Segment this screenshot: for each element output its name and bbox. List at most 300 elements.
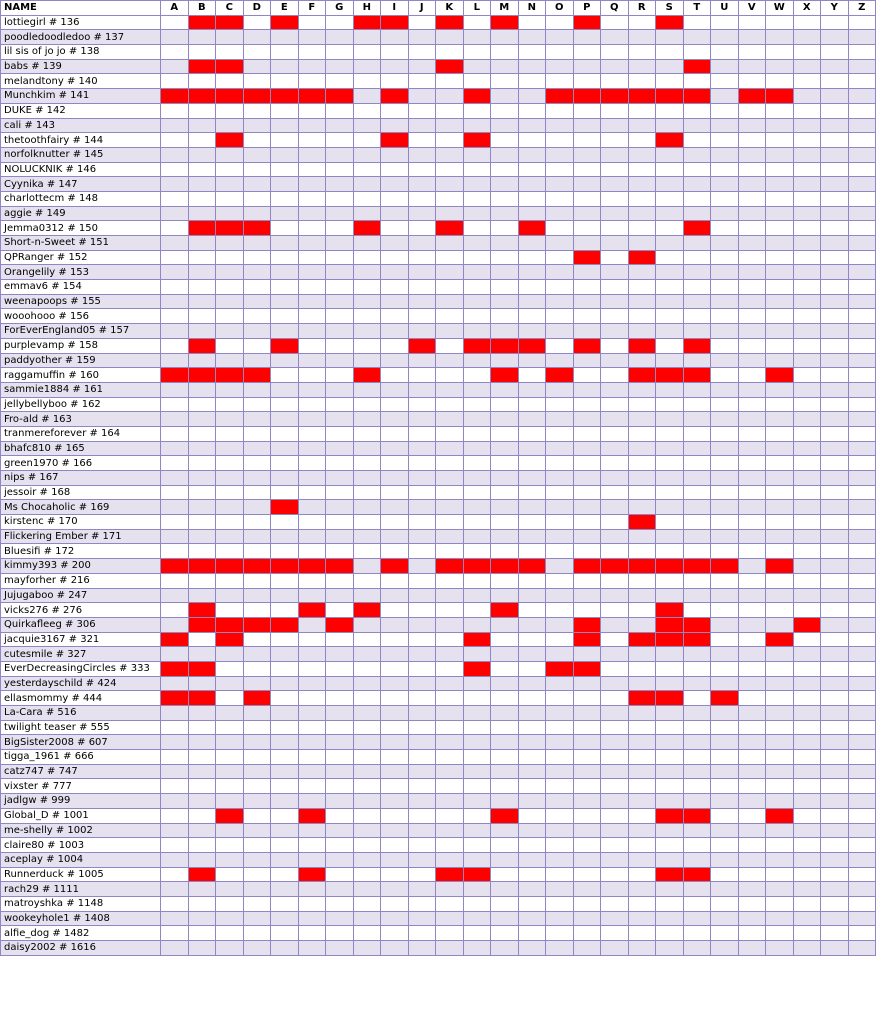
letter-cell-q [601,941,629,956]
letter-cell-f [298,706,326,721]
letter-cell-j [408,397,436,412]
letter-cell-h [353,412,381,427]
letter-cell-y [821,867,849,882]
letter-cell-v [738,911,766,926]
letter-cell-j [408,236,436,251]
letter-cell-q [601,353,629,368]
letter-cell-i [381,412,409,427]
letter-cell-n [518,309,546,324]
letter-cell-p [573,280,601,295]
letter-cell-g [326,779,354,794]
letter-cell-p [573,794,601,809]
letter-cell-c [216,779,244,794]
letter-cell-w [766,720,794,735]
marked-cell-s [656,133,684,148]
letter-cell-c [216,544,244,559]
letter-cell-a [161,206,189,221]
letter-cell-t [683,15,711,30]
participant-row [1,867,876,882]
letter-cell-x [793,852,821,867]
letter-cell-y [821,852,849,867]
marked-cell-i [381,15,409,30]
letter-cell-w [766,706,794,721]
letter-cell-h [353,706,381,721]
marked-cell-c [216,808,244,823]
marked-cell-c [216,133,244,148]
letter-cell-a [161,45,189,60]
letter-cell-a [161,30,189,45]
letter-cell-v [738,118,766,133]
letter-cell-o [546,338,574,353]
letter-cell-w [766,147,794,162]
letter-cell-p [573,779,601,794]
participant-row [1,118,876,133]
letter-cell-l [463,676,491,691]
letter-cell-o [546,147,574,162]
letter-cell-t [683,118,711,133]
letter-cell-a [161,808,189,823]
letter-cell-v [738,706,766,721]
letter-cell-o [546,647,574,662]
marked-cell-m [491,603,519,618]
letter-cell-y [821,368,849,383]
participant-name: claire80 # 1003 [1,838,161,853]
letter-cell-e [271,515,299,530]
letter-cell-p [573,500,601,515]
letter-cell-f [298,15,326,30]
letter-cell-t [683,764,711,779]
letter-cell-g [326,838,354,853]
participant-name: Jujugaboo # 247 [1,588,161,603]
letter-cell-d [243,823,271,838]
letter-header-y: Y [821,1,849,16]
letter-cell-j [408,750,436,765]
participant-name: Runnerduck # 1005 [1,867,161,882]
participant-row [1,265,876,280]
letter-cell-e [271,426,299,441]
letter-cell-f [298,353,326,368]
letter-cell-x [793,911,821,926]
letter-cell-i [381,838,409,853]
letter-cell-x [793,838,821,853]
participant-row [1,823,876,838]
marked-cell-l [463,867,491,882]
letter-cell-s [656,750,684,765]
marked-cell-l [463,338,491,353]
letter-cell-s [656,735,684,750]
participant-name: Quirkafleeg # 306 [1,617,161,632]
letter-cell-c [216,280,244,295]
letter-cell-g [326,573,354,588]
letter-cell-n [518,706,546,721]
marked-cell-c [216,221,244,236]
marked-cell-n [518,338,546,353]
letter-cell-q [601,838,629,853]
letter-cell-j [408,133,436,148]
letter-cell-r [628,177,656,192]
letter-cell-q [601,603,629,618]
letter-cell-r [628,162,656,177]
letter-cell-z [848,74,876,89]
letter-cell-l [463,118,491,133]
letter-cell-i [381,45,409,60]
marked-cell-s [656,89,684,104]
letter-cell-b [188,236,216,251]
letter-cell-u [711,661,739,676]
letter-cell-h [353,896,381,911]
letter-cell-j [408,882,436,897]
letter-cell-i [381,250,409,265]
letter-cell-v [738,324,766,339]
participant-name: me-shelly # 1002 [1,823,161,838]
letter-cell-d [243,338,271,353]
letter-cell-k [436,236,464,251]
letter-cell-b [188,412,216,427]
marked-cell-b [188,867,216,882]
letter-cell-h [353,280,381,295]
letter-cell-a [161,911,189,926]
letter-cell-g [326,382,354,397]
letter-cell-u [711,412,739,427]
letter-cell-b [188,529,216,544]
letter-cell-l [463,882,491,897]
letter-cell-d [243,133,271,148]
letter-cell-e [271,74,299,89]
letter-cell-j [408,485,436,500]
letter-cell-n [518,617,546,632]
letter-cell-v [738,867,766,882]
participant-row [1,30,876,45]
letter-cell-q [601,103,629,118]
letter-cell-z [848,529,876,544]
letter-cell-r [628,896,656,911]
letter-cell-x [793,647,821,662]
letter-cell-y [821,559,849,574]
letter-cell-l [463,368,491,383]
participant-name: Ms Chocaholic # 169 [1,500,161,515]
letter-header-c: C [216,1,244,16]
letter-cell-t [683,529,711,544]
letter-cell-k [436,382,464,397]
participant-row [1,382,876,397]
marked-cell-d [243,691,271,706]
letter-cell-g [326,59,354,74]
participant-row [1,838,876,853]
letter-cell-t [683,45,711,60]
marked-cell-s [656,15,684,30]
letter-cell-s [656,324,684,339]
letter-cell-k [436,45,464,60]
letter-cell-x [793,177,821,192]
letter-cell-z [848,691,876,706]
letter-cell-k [436,471,464,486]
marked-cell-h [353,603,381,618]
letter-header-x: X [793,1,821,16]
letter-cell-s [656,852,684,867]
letter-cell-n [518,74,546,89]
letter-cell-p [573,265,601,280]
letter-cell-j [408,265,436,280]
letter-cell-l [463,926,491,941]
participant-row [1,74,876,89]
letter-cell-j [408,720,436,735]
letter-cell-q [601,661,629,676]
letter-cell-j [408,471,436,486]
letter-cell-u [711,103,739,118]
marked-cell-a [161,632,189,647]
letter-cell-l [463,647,491,662]
letter-cell-g [326,309,354,324]
letter-cell-p [573,133,601,148]
letter-cell-t [683,353,711,368]
letter-cell-p [573,471,601,486]
letter-cell-g [326,118,354,133]
letter-cell-h [353,294,381,309]
participant-row [1,236,876,251]
marked-cell-f [298,808,326,823]
letter-cell-y [821,911,849,926]
letter-cell-h [353,250,381,265]
letter-cell-l [463,706,491,721]
letter-cell-z [848,647,876,662]
letter-cell-a [161,338,189,353]
letter-cell-b [188,147,216,162]
participant-row [1,926,876,941]
marked-cell-t [683,632,711,647]
letter-cell-z [848,617,876,632]
marked-cell-c [216,15,244,30]
letter-cell-u [711,265,739,280]
letter-cell-w [766,852,794,867]
letter-cell-q [601,59,629,74]
letter-cell-x [793,309,821,324]
marked-cell-r [628,338,656,353]
letter-cell-w [766,456,794,471]
letter-cell-v [738,368,766,383]
letter-cell-e [271,676,299,691]
letter-cell-t [683,236,711,251]
letter-cell-m [491,426,519,441]
letter-cell-g [326,221,354,236]
letter-cell-e [271,544,299,559]
letter-cell-i [381,265,409,280]
letter-cell-l [463,735,491,750]
letter-cell-m [491,867,519,882]
letter-cell-x [793,89,821,104]
letter-cell-j [408,221,436,236]
letter-cell-b [188,309,216,324]
letter-cell-u [711,515,739,530]
marked-cell-s [656,603,684,618]
participant-name: bhafc810 # 165 [1,441,161,456]
letter-cell-b [188,103,216,118]
marked-cell-t [683,559,711,574]
letter-cell-q [601,118,629,133]
letter-cell-j [408,926,436,941]
letter-cell-h [353,735,381,750]
letter-header-n: N [518,1,546,16]
letter-cell-n [518,265,546,280]
letter-cell-g [326,588,354,603]
letter-cell-b [188,74,216,89]
letter-cell-s [656,236,684,251]
letter-cell-y [821,294,849,309]
letter-cell-o [546,691,574,706]
letter-cell-k [436,691,464,706]
letter-cell-g [326,397,354,412]
marked-cell-t [683,89,711,104]
letter-cell-h [353,794,381,809]
letter-cell-s [656,309,684,324]
letter-cell-o [546,779,574,794]
letter-cell-d [243,456,271,471]
letter-cell-k [436,661,464,676]
letter-cell-t [683,397,711,412]
letter-cell-t [683,133,711,148]
letter-cell-d [243,632,271,647]
letter-cell-s [656,353,684,368]
letter-cell-f [298,177,326,192]
letter-cell-h [353,559,381,574]
letter-cell-a [161,397,189,412]
letter-cell-d [243,867,271,882]
letter-cell-u [711,177,739,192]
letter-cell-i [381,103,409,118]
letter-cell-y [821,89,849,104]
letter-cell-v [738,632,766,647]
letter-cell-g [326,691,354,706]
letter-cell-u [711,309,739,324]
letter-header-d: D [243,1,271,16]
letter-cell-z [848,133,876,148]
letter-cell-h [353,941,381,956]
letter-cell-w [766,573,794,588]
participant-row [1,779,876,794]
letter-cell-p [573,485,601,500]
letter-cell-v [738,45,766,60]
letter-cell-z [848,750,876,765]
letter-cell-i [381,573,409,588]
letter-cell-x [793,544,821,559]
letter-cell-k [436,250,464,265]
letter-cell-l [463,426,491,441]
marked-cell-l [463,661,491,676]
letter-cell-l [463,588,491,603]
letter-cell-t [683,794,711,809]
letter-cell-y [821,280,849,295]
marked-cell-p [573,89,601,104]
letter-cell-c [216,588,244,603]
participant-row [1,529,876,544]
letter-cell-g [326,412,354,427]
letter-cell-m [491,529,519,544]
letter-cell-y [821,471,849,486]
letter-cell-h [353,647,381,662]
letter-cell-e [271,882,299,897]
letter-cell-e [271,647,299,662]
letter-cell-z [848,808,876,823]
letter-cell-y [821,896,849,911]
marked-cell-w [766,368,794,383]
letter-cell-j [408,250,436,265]
letter-cell-z [848,676,876,691]
letter-cell-s [656,544,684,559]
letter-cell-m [491,735,519,750]
letter-cell-l [463,911,491,926]
letter-cell-k [436,103,464,118]
letter-cell-p [573,74,601,89]
letter-cell-r [628,838,656,853]
letter-cell-e [271,324,299,339]
participant-row [1,485,876,500]
participant-row [1,368,876,383]
letter-cell-z [848,573,876,588]
letter-cell-z [848,500,876,515]
letter-cell-s [656,412,684,427]
letter-cell-n [518,735,546,750]
letter-cell-y [821,338,849,353]
letter-cell-r [628,720,656,735]
letter-cell-f [298,647,326,662]
letter-cell-w [766,250,794,265]
letter-cell-d [243,280,271,295]
letter-cell-y [821,706,849,721]
letter-cell-m [491,632,519,647]
letter-cell-j [408,632,436,647]
letter-cell-x [793,59,821,74]
letter-cell-z [848,382,876,397]
letter-cell-m [491,103,519,118]
letter-cell-p [573,735,601,750]
letter-cell-g [326,941,354,956]
letter-cell-o [546,852,574,867]
letter-cell-u [711,206,739,221]
letter-cell-l [463,191,491,206]
letter-cell-z [848,941,876,956]
participant-name: thetoothfairy # 144 [1,133,161,148]
letter-cell-x [793,30,821,45]
letter-cell-f [298,103,326,118]
letter-header-k: K [436,1,464,16]
letter-cell-v [738,544,766,559]
letter-cell-o [546,559,574,574]
participant-name: aggie # 149 [1,206,161,221]
letter-cell-r [628,750,656,765]
letter-cell-x [793,74,821,89]
letter-cell-c [216,338,244,353]
letter-cell-h [353,133,381,148]
letter-cell-u [711,324,739,339]
letter-cell-k [436,603,464,618]
letter-cell-w [766,30,794,45]
letter-cell-j [408,794,436,809]
participant-row [1,691,876,706]
letter-cell-c [216,397,244,412]
letter-cell-i [381,779,409,794]
letter-cell-f [298,500,326,515]
letter-cell-p [573,221,601,236]
letter-cell-s [656,676,684,691]
letter-cell-z [848,764,876,779]
letter-cell-r [628,59,656,74]
letter-cell-u [711,397,739,412]
letter-cell-g [326,74,354,89]
letter-cell-u [711,133,739,148]
letter-cell-t [683,280,711,295]
letter-cell-x [793,426,821,441]
letter-cell-d [243,647,271,662]
letter-cell-f [298,750,326,765]
